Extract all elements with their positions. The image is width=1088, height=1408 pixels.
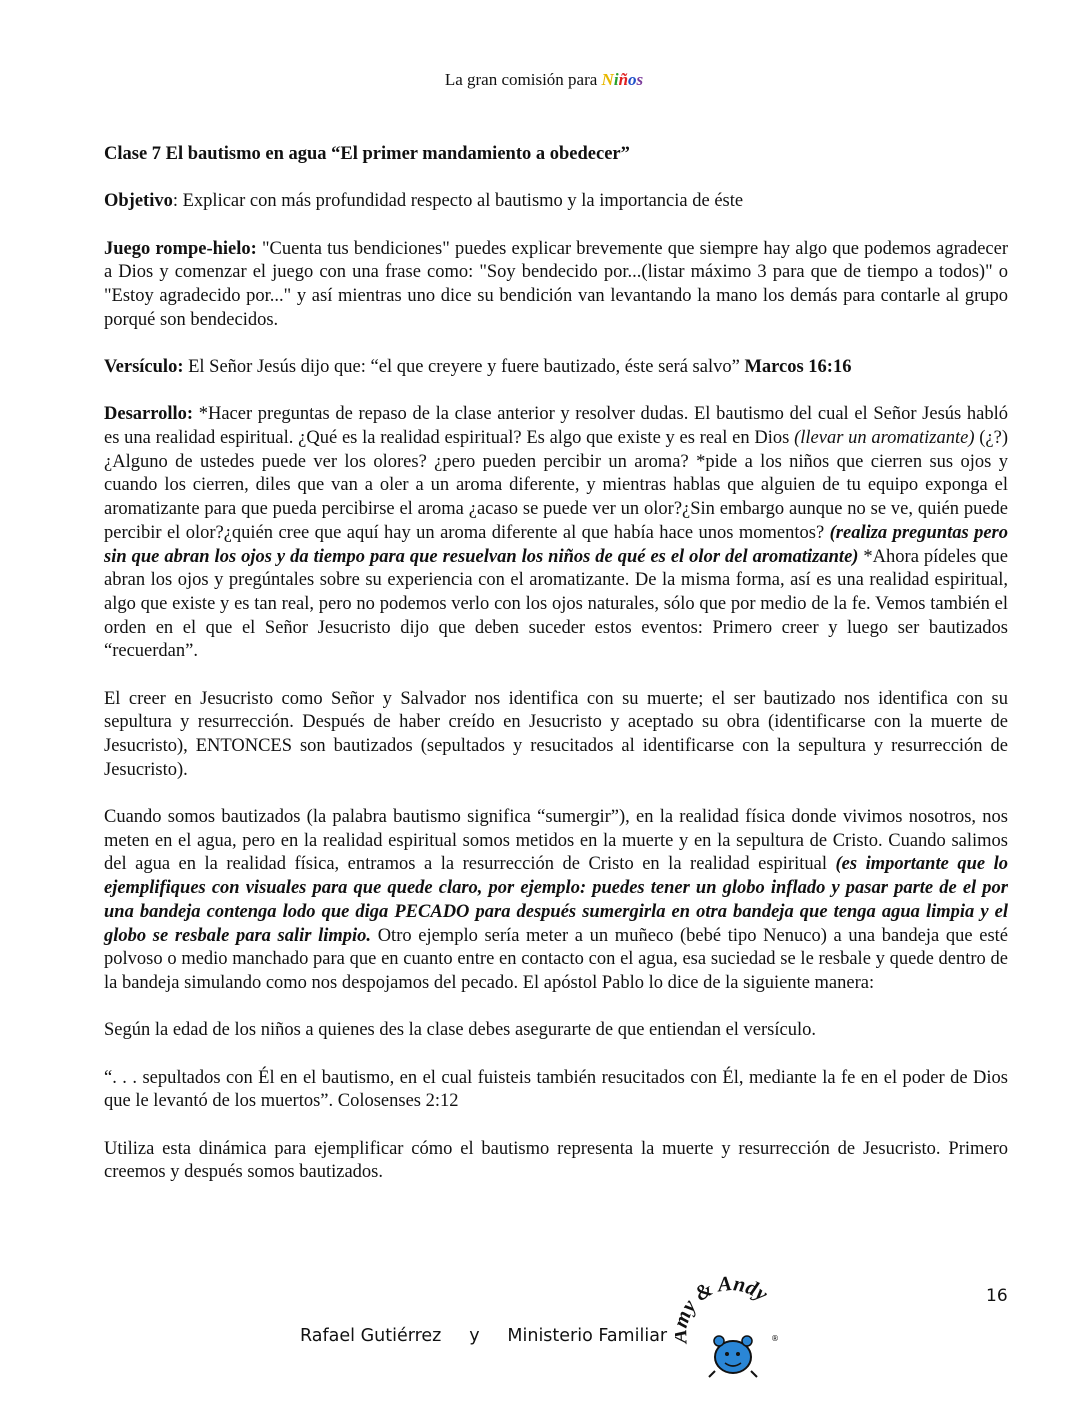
logo-text: y & Andy <box>675 1275 773 1317</box>
verse-label: Versículo: <box>104 357 184 377</box>
icebreaker-label: Juego rompe-hielo: <box>104 238 257 259</box>
development-text-3: *Ahora pídeles que abran los ojos y pregúntales sobre su experiencia con el aromatizante. De la misma forma, así es una realidad espiritual, algo que existe y es tan real, pero no podemos verlo con los ojos naturales, sólo que por medio de la fe. Vemos también el orden en el que el Señor Jesucristo dijo que deben suceder estos eventos: Primero creer y luego ser bautizados “recuerdan”. <box>104 546 1008 662</box>
footer-organization: Ministerio Familiar <box>507 1326 668 1346</box>
verse-text: El Señor Jesús dijo que: “el que creyere y fuere bautizado, éste será salvo” <box>183 357 745 377</box>
development-text-2: (¿?) ¿Alguno de ustedes puede ver los olores? ¿pero pueden percibir un aroma? *pide a los niños que cierren sus ojos y cuando los cierren, diles que van a oler a un aroma diferente, y mientras hablas que alguien de tu equipo exponga el aromatizante para que pueda percibirse el aroma ¿acaso se puede ver un olor?¿Sin embargo aunque no se ve, quién puede percibir el olor?¿quién cree que aquí hay un aroma diferente al que había hace unos momentos? <box>104 428 1009 543</box>
footer-author: Rafael Gutiérrez <box>300 1326 442 1346</box>
header-ninos-word <box>602 70 644 89</box>
objective-paragraph <box>104 190 1008 214</box>
development-text-1: *Hacer preguntas de repaso de la clase anterior y resolver dudas. El bautismo del cual el Señor Jesús habló es una realidad espiritual. ¿Qué es la realidad espiritual? Es algo que existe y es real en Dios <box>104 404 1008 448</box>
verse-paragraph <box>104 356 1008 380</box>
baptism-text-1: Cuando somos bautizados (la palabra bautismo significa “sumergir”), en la realidad física donde vivimos nosotros, nos meten en el agua, pero en la realidad espiritual somos metidos en la muerte y en la sepultura de Cristo. Cuando salimos del agua en la realidad física, entramos a la resurrección de Cristo en la realidad espiritual <box>104 807 1008 875</box>
page-footer <box>300 1326 667 1346</box>
footer-connector: y <box>469 1326 480 1346</box>
objective-label: Objetivo <box>104 191 173 212</box>
objective-text: : Explicar con más profundidad respecto al bautismo y la importancia de éste <box>172 191 744 212</box>
header-ninos-letter: ñ <box>618 70 629 89</box>
icebreaker-text: "Cuenta tus bendiciones" puedes explicar brevemente que siempre hay algo que podemos agradecer a Dios y comenzar el juego con una frase como: "Soy bendecido por...(listar máximo 3 para que de tiempo a todos)" o "Estoy agradecido por..." y así mientras uno dice su bendición van levantando la mano los demás para contarle al grupo porqué son bendecidos. <box>104 238 1009 330</box>
page-number: 16 <box>986 1286 1008 1306</box>
lesson-title: Clase 7 El bautismo en agua “El primer mandamiento a obedecer” <box>104 144 630 164</box>
verse-reference: Marcos 16:16 <box>744 357 852 377</box>
header-ninos-letter: i <box>613 70 619 89</box>
baptism-italic: (es importante que lo ejemplifiques con visuales para que quede claro, por ejemplo: puedes tener un globo inflado y pasar parte de el por una bandeja contenga lodo que diga PECADO para después sumergirla en otra bandeja que tenga agua limpia y el globo se resbale para salir limpio. <box>104 854 1008 946</box>
development-italic-2: (realiza preguntas pero sin que abran los ojos y da tiempo para que resuelvan los niños de qué es el olor del aromatizante) <box>104 522 1008 567</box>
baptism-text-2: Otro ejemplo sería meter a un muñeco (bebé tipo Nenuco) a una bandeja que esté polvoso o medio manchado para que en cuanto entre en contacto con el agua, esa suciedad se le resbale y quede dentro de la bandeja simulando como nos despojamos del pecado. El apóstol Pablo lo dice de la siguiente manera: <box>104 925 1008 993</box>
amy-andy-logo-graphic <box>675 1275 785 1385</box>
baptism-paragraph <box>104 806 1008 996</box>
page-header <box>0 70 1088 90</box>
amy-andy-logo <box>675 1275 785 1385</box>
development-italic-1: (llevar un aromatizante) <box>794 428 975 448</box>
age-paragraph: Según la edad de los niños a quienes des la clase debes asegurarte de que entiendan el versículo. <box>104 1020 816 1041</box>
header-ninos-letter: N <box>601 70 614 89</box>
belief-paragraph: El creer en Jesucristo como Señor y Salvador nos identifica con su muerte; el ser bautizado nos identifica con su sepultura y resurrección. Después de haber creído en Jesucristo y aceptado su obra (identificarse con la muerte de Jesucristo), ENTONCES son bautizados (sepultados y resucitados al identificarse con la sepultura y resurrección de Jesucristo). <box>104 688 1008 780</box>
header-ninos-letter: s <box>636 70 644 89</box>
development-paragraph <box>104 403 1008 664</box>
quote-paragraph: “. . . sepultados con Él en el bautismo, en el cual fuisteis también resucitados con Él, mediante la fe en el poder de Dios que le levantó de los muertos”. Colosenses 2:12 <box>104 1067 1008 1112</box>
header-title: La gran comisión para <box>444 70 602 89</box>
lesson-content <box>104 143 1008 1209</box>
dynamic-paragraph: Utiliza esta dinámica para ejemplificar cómo el bautismo representa la muerte y resurrección de Jesucristo. Primero creemos y después somos bautizados. <box>104 1138 1008 1183</box>
logo-trademark: ® <box>771 1334 779 1343</box>
development-label: Desarrollo: <box>104 404 194 425</box>
logo-bear-icon <box>709 1336 757 1377</box>
header-ninos-letter: o <box>628 70 637 89</box>
icebreaker-paragraph <box>104 238 1008 333</box>
